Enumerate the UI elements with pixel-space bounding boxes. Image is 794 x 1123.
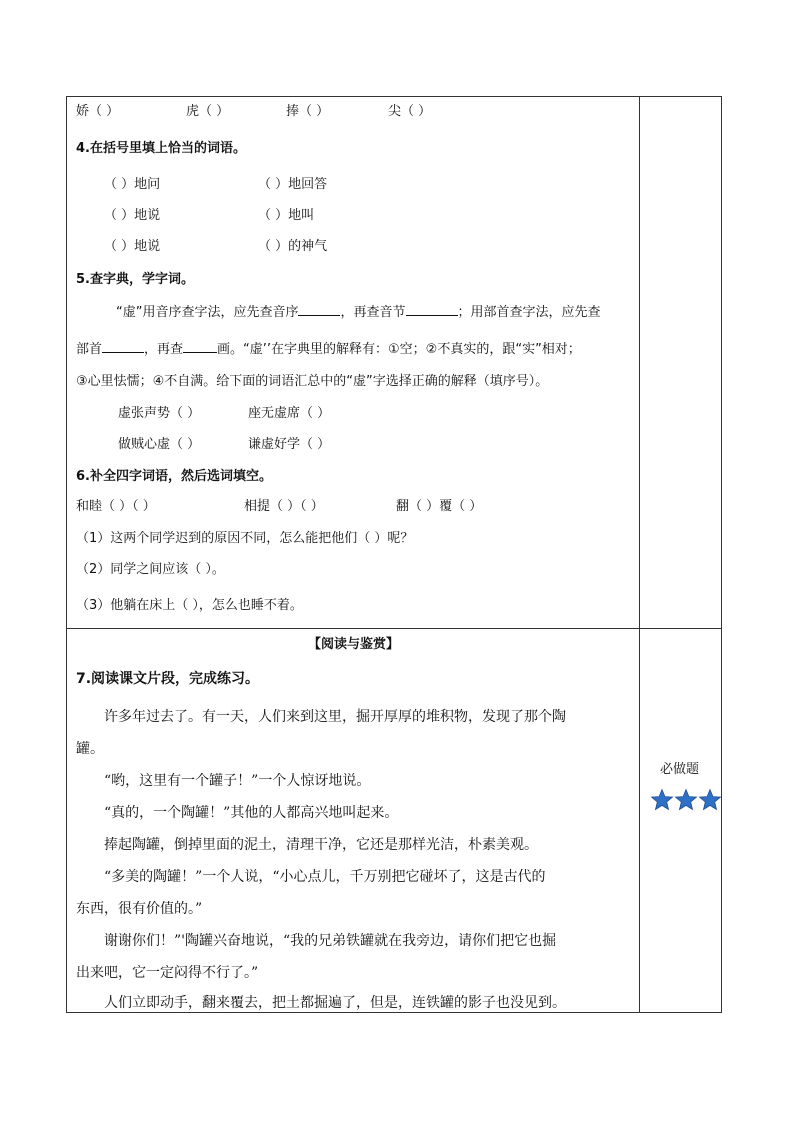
- answer-blank[interactable]: [406, 302, 458, 316]
- answer-blank[interactable]: [183, 339, 217, 353]
- passage-line: “真的，一个陶罐！”其他的人都高兴地叫起来。: [104, 805, 399, 821]
- q5-word: 虚张声势（ ）: [118, 406, 201, 421]
- q6-fill: 和睦（ ）（ ）: [76, 499, 156, 514]
- q5-line-2: 部首 ，再查 画。“虚’’在字典里的解释有：①空；②不真实的，跟“实”相对；: [76, 339, 581, 359]
- difficulty-stars: [650, 788, 722, 812]
- q3-item: 娇（ ）: [76, 104, 120, 119]
- q4-blank: （ ）地回答: [258, 177, 328, 192]
- q5-line-3: ③心里怯懦；④不自满。给下面的词语汇总中的“虚”字选择正确的解释（填序号）。: [76, 374, 549, 389]
- column-divider: [639, 97, 640, 1012]
- q4-blank: （ ）地说: [104, 208, 161, 223]
- required-label: 必做题: [660, 762, 700, 777]
- q3-item: 尖（ ）: [388, 104, 432, 119]
- q6-fill: 翻（ ）覆（ ）: [396, 499, 483, 514]
- row-divider: [67, 628, 721, 629]
- q6-sentence: （1）这两个同学迟到的原因不同，怎么能把他们（ ）呢？: [76, 531, 414, 546]
- q5-title: 5.查字典，学字词。: [76, 272, 194, 287]
- passage-line: “多美的陶罐！”一个人说，“小心点儿，千万别把它碰坏了，这是古代的: [104, 869, 546, 885]
- answer-blank[interactable]: [102, 339, 144, 353]
- q7-title: 7.阅读课文片段，完成练习。: [76, 671, 260, 687]
- star-icon: [674, 788, 698, 812]
- passage-line: “哟，这里有一个罐子！”一个人惊讶地说。: [104, 773, 371, 789]
- q5-word: 谦虚好学（ ）: [248, 437, 331, 452]
- q4-blank: （ ）地问: [104, 177, 161, 192]
- q3-item: 捧（ ）: [286, 104, 330, 119]
- passage-line: 谢谢你们！”'陶罐兴奋地说，“我的兄弟铁罐就在我旁边，请你们把它也掘: [104, 933, 557, 949]
- passage-line: 许多年过去了。有一天，人们来到这里，掘开厚厚的堆积物，发现了那个陶: [104, 709, 566, 725]
- star-icon: [650, 788, 674, 812]
- q4-title: 4.在括号里填上恰当的词语。: [76, 141, 246, 156]
- answer-blank[interactable]: [298, 302, 340, 316]
- q3-item: 虎（ ）: [186, 104, 230, 119]
- q5-word: 座无虚席（ ）: [248, 406, 331, 421]
- passage-line: 捧起陶罐，倒掉里面的泥土，清理干净，它还是那样光洁，朴素美观。: [104, 837, 538, 853]
- passage-line: 罐。: [76, 741, 104, 757]
- q4-blank: （ ）地叫: [258, 208, 315, 223]
- q6-sentence: （2）同学之间应该（ ）。: [76, 562, 225, 577]
- q6-title: 6.补全四字词语，然后选词填空。: [76, 469, 272, 484]
- star-icon: [698, 788, 722, 812]
- section-header: 【阅读与鉴赏】: [308, 637, 400, 652]
- q6-fill: 相提（ ）（ ）: [244, 499, 324, 514]
- q4-blank: （ ）的神气: [258, 239, 328, 254]
- passage-line: 人们立即动手，翻来覆去，把土都掘遍了，但是，连铁罐的影子也没见到。: [104, 995, 566, 1011]
- passage-line: 出来吧，它一定闷得不行了。”: [76, 965, 259, 981]
- passage-line: 东西，很有价值的。”: [76, 901, 203, 917]
- q6-sentence: （3）他躺在床上（ ），怎么也睡不着。: [76, 598, 303, 613]
- q4-blank: （ ）地说: [104, 239, 161, 254]
- q5-line-1: “虚”用音序查字法，应先查音序 ，再查音节 ；用部首查字法，应先查: [116, 302, 601, 322]
- q5-word: 做贼心虚（ ）: [118, 437, 201, 452]
